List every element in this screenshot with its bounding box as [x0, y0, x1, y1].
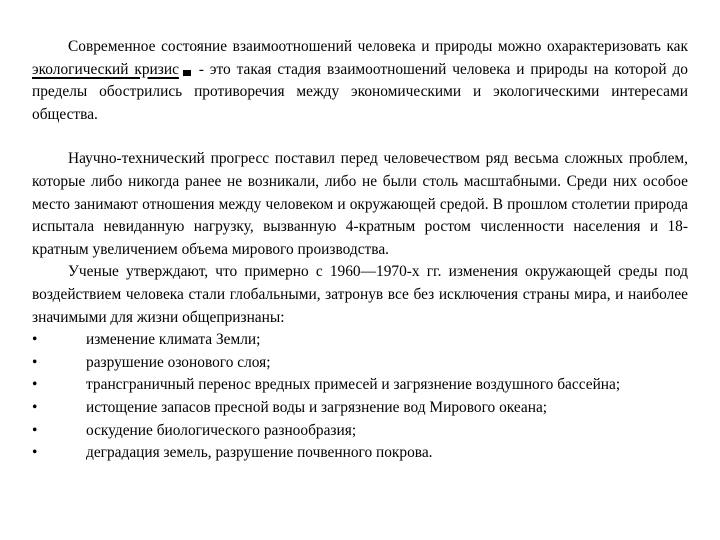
paragraph1-text-before: Современное состояние взаимоотношений человека и природы можно охарактеризовать как [68, 38, 688, 55]
bullet-icon: • [32, 331, 38, 349]
bullet-icon: • [32, 398, 38, 416]
list-item [32, 397, 688, 420]
list-item-text: оскудение биологического разнообразия; [86, 421, 357, 439]
list-item [32, 329, 688, 352]
paragraph-scientific-progress: Научно-технический прогресс поставил перед человечеством ряд весьма сложных проблем, которые либо никогда ранее не возникали, либо не были столь масштабными. Среди них особое место занимают отношения между человеком и окружающей средой. В прошлом столетии природа испытала невиданную нагрузку, вызванную 4-кратным ростом численности населения и 18-кратным увеличением объема мирового производства. [32, 150, 688, 258]
paragraph1-text-after: - это такая стадия взаимоотношений человека и природы на которой до пределы обострились противоречия между экономическими и экологическими интересами общества. [32, 60, 689, 123]
list-item-text: истощение запасов пресной воды и загрязнение вод Мирового океана; [86, 398, 548, 416]
bullet-icon: • [32, 376, 38, 394]
bullet-icon: • [32, 353, 38, 371]
paragraph-scientists-claim: Ученые утверждают, что примерно с 1960—1970-х гг. изменения окружающей среды под воздействием человека стали глобальными, затронув все без исключения страны мира, и наиболее значимыми для жизни общепризнаны: [32, 263, 688, 326]
paragraph-ecological-crisis [32, 36, 688, 126]
list-item [32, 420, 688, 443]
list-item [32, 442, 688, 465]
bullet-icon: • [32, 421, 38, 439]
list-item-text: изменение климата Земли; [86, 331, 261, 349]
underline-mark [183, 70, 191, 76]
list-item-text: трансграничный перенос вредных примесей и загрязнение воздушного бассейна; [86, 376, 621, 394]
document-page [32, 36, 688, 465]
term-ecological-crisis: экологический кризис [32, 60, 179, 78]
list-item-text: деградация земель, разрушение почвенного покрова. [86, 444, 433, 462]
list-item-text: разрушение озонового слоя; [86, 353, 271, 371]
list-item [32, 352, 688, 375]
bullet-icon: • [32, 444, 38, 462]
global-problems-list [32, 329, 688, 465]
list-item [32, 374, 688, 397]
